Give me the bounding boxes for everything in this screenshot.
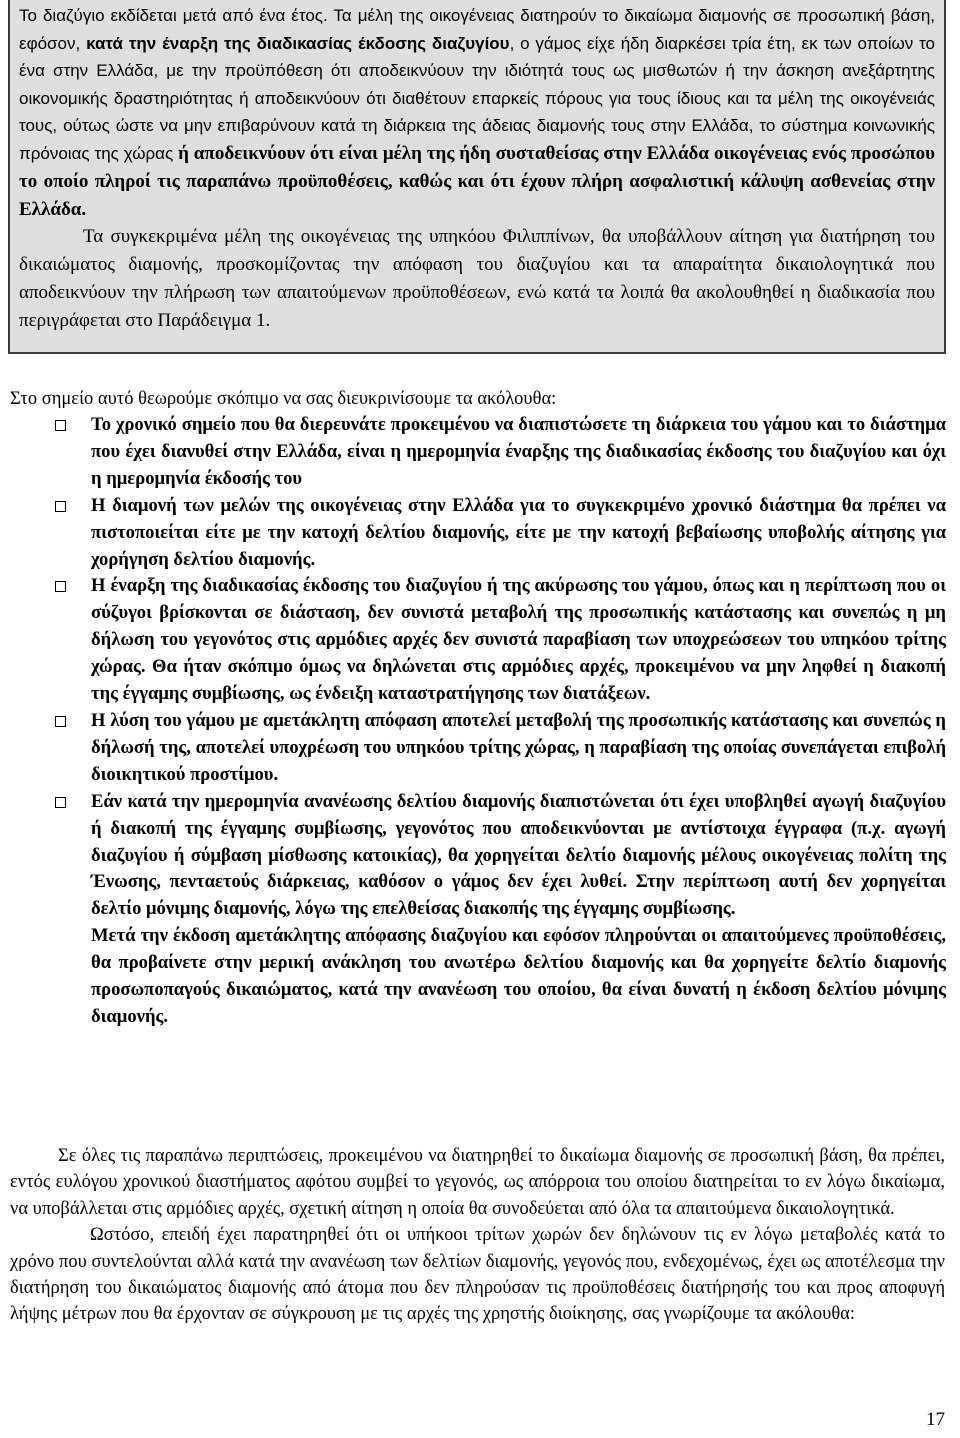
bullet-continuation-text: Μετά την έκδοση αμετάκλητης απόφασης διαζυγίου και εφόσον πληρούνται οι απαιτούμενες προϋποθέσεις, θα προβαίνετε στην μερική ανάκληση του ανωτέρω δελτίου διαμονής και θα χορηγείτε δελτίο διαμονής προσωποπαγούς δικαιώματος, κατά την ανανέωση του οποίου, θα είναι δυνατή η έκδοση δελτίου μόνιμης διαμονής. [91,925,946,1027]
closing-paragraph-2: Ωστόσο, επειδή έχει παρατηρηθεί ότι οι υπήκοοι τρίτων χωρών δεν δηλώνουν τις εν λόγω μεταβολές κατά το χρόνο που συντελούνται αλλά κατά την ανανέωση των δελτίων διαμονής, γεγονός που, ενδεχομένως, έχει ως αποτέλεσμα την διατήρηση του δικαιώματος διαμονής από άτομα που δεν πληρούσαν τις προϋποθέσεις διατήρησής του και προς αποφυγή λήψης μέτρων που θα έρχονταν σε σύγκρουση με τις αρχές της χρηστής διοίκησης, σας γνωρίζουμε τα ακόλουθα: [10,1225,945,1325]
checkbox-bullet-icon [55,716,66,727]
list-item [0,412,960,493]
bullet-text: Το χρονικό σημείο που θα διερευνάτε προκειμένου να διαπιστώσετε τη διάρκεια του γάμου και το διάστημα που έχει διανυθεί στην Ελλάδα, είναι η ημερομηνία έναρξης της διαδικασίας έκδοσης του διαζυγίου και όχι η ημερομηνία έκδοσής του [91,414,946,489]
bullet-text: Η έναρξη της διαδικασίας έκδοσης του διαζυγίου ή της ακύρωσης του γάμου, όπως και η περίπτωση που οι σύζυγοι βρίσκονται σε διάσταση, δεν συνιστά μεταβολή της προσωπικής κατάστασης και συνεπώς η μη δήλωση του γεγονότος στις αρμόδιες αρχές δεν συνιστά παραβίαση των υποχρεώσεων του υπηκόου τρίτης χώρας. Θα ήταν σκόπιμο όμως να δηλώνεται στις αρμόδιες αρχές, προκειμένου να μην ληφθεί η διακοπή της έγγαμης συμβίωσης, ως ένδειξη καταστρατήγησης των διατάξεων. [91,575,946,705]
closing-paragraph-1: Σε όλες τις παραπάνω περιπτώσεις, προκειμένου να διατηρηθεί το δικαίωμα διαμονής σε προσωπική βάση, θα πρέπει, εντός ευλόγου χρονικού διαστήματος αφότου συμβεί το γεγονός, ως απόρροια του οποίου διατηρείται το εν λόγω δικαίωμα, να υποβάλλεται στις αρμόδιες αρχές, σχετική αίτηση η οποία θα συνοδεύεται από όλα τα απαιτούμενα δικαιολογητικά. [10,1146,945,1219]
list-item [0,789,960,924]
bullet-text: Η διαμονή των μελών της οικογένειας στην Ελλάδα για το συγκεκριμένο χρονικό διάστημα θα πρέπει να πιστοποιείται είτε με την κατοχή δελτίου διαμονής, είτε με την κατοχή βεβαίωσης υποβολής αίτησης για χορήγηση δελτίου διαμονής. [91,494,946,570]
box-p1-start: Το διαζύγιο εκδίδεται μετά από ένα έτος. Τα μέλη της οικογένειας διατηρούν το δικαίωμα διαμονής σε προσωπική βάση, εφόσον, [19,6,935,53]
box-p1-bold-1: κατά την έναρξη της διαδικασίας έκδοσης διαζυγίου [86,33,510,53]
box-p1-mid: , ο γάμος είχε ήδη διαρκέσει τρία έτη, εκ των οποίων το ένα στην Ελλάδα, με την προϋπόθεση ότι αποδεικνύουν την ιδιότητά τους ως μισθωτών ή την άσκηση ανεξάρτητης οικονομικής δραστηριότητας ή αποδεικνύουν ότι διαθέτουν επαρκείς πόρους για τους ίδιους και τα μέλη της οικογένειάς τους, ούτως ώστε να μην επιβαρύνουν κατά τη διάρκεια της άδειας διαμονής τους στην Ελλάδα, το σύστημα κοινωνικής πρόνοιας της χώρας [19,33,935,163]
list-item [0,708,960,789]
page-number: 17 [926,1409,945,1430]
list-item [0,493,960,574]
shaded-example-box [8,0,946,354]
checkbox-bullet-icon [55,420,66,431]
list-item [0,573,960,708]
bullet-list [0,412,960,1031]
box-p1-bold-2: ή αποδεικνύουν ότι είναι μέλη της ήδη συσταθείσας στην Ελλάδα οικογένειας ενός προσώπου το οποίο πληροί τις παραπάνω προϋποθέσεις, καθώς και ότι έχουν πλήρη ασφαλιστική κάλυψη ασθενείας στην Ελλάδα. [19,142,935,220]
bullet-text: Η λύση του γάμου με αμετάκλητη απόφαση αποτελεί μεταβολή της προσωπικής κατάστασης και συνεπώς η δήλωσή της, αποτελεί υποχρέωση του υπηκόου τρίτης χώρας, η παραβίαση της οποίας συνεπάγεται επιβολή διοικητικού προστίμου. [91,709,946,785]
checkbox-bullet-icon [55,501,66,512]
intro-sentence: Στο σημείο αυτό θεωρούμε σκόπιμο να σας διευκρινίσουμε τα ακόλουθα: [10,389,557,409]
box-paragraph-1 [19,2,935,223]
checkbox-bullet-icon [55,797,66,808]
closing-section [10,1143,945,1328]
checkbox-bullet-icon [55,581,66,592]
bullet-text: Εάν κατά την ημερομηνία ανανέωσης δελτίου διαμονής διαπιστώνεται ότι έχει υποβληθεί αγωγή διαζυγίου ή διακοπή της έγγαμης συμβίωσης, γεγονότος που αποδεικνύονται με αντίστοιχα έγγραφα (π.χ. αγωγή διαζυγίου ή σύμβαση μίσθωσης κατοικίας), θα χορηγείται δελτίο διαμονής μέλους οικογένειας πολίτη της Ένωσης, πενταετούς διάρκειας, καθόσον ο γάμος δεν έχει λυθεί. Στην περίπτωση αυτή δεν χορηγείται δελτίο μόνιμης διαμονής, λόγω της επελθείσας διακοπής της έγγαμης συμβίωσης. [91,790,946,920]
box-paragraph-2: Τα συγκεκριμένα μέλη της οικογένειας της υπηκόου Φιλιππίνων, θα υποβάλλουν αίτηση για διατήρηση του δικαιώματος διαμονής, προσκομίζοντας την απόφαση του διαζυγίου και τα απαραίτητα δικαιολογητικά που αποδεικνύουν την πλήρωση των απαιτούμενων προϋποθέσεων, ενώ κατά τα λοιπά θα ακολουθηθεί η διαδικασία που περιγράφεται στο Παράδειγμα 1. [19,226,935,331]
